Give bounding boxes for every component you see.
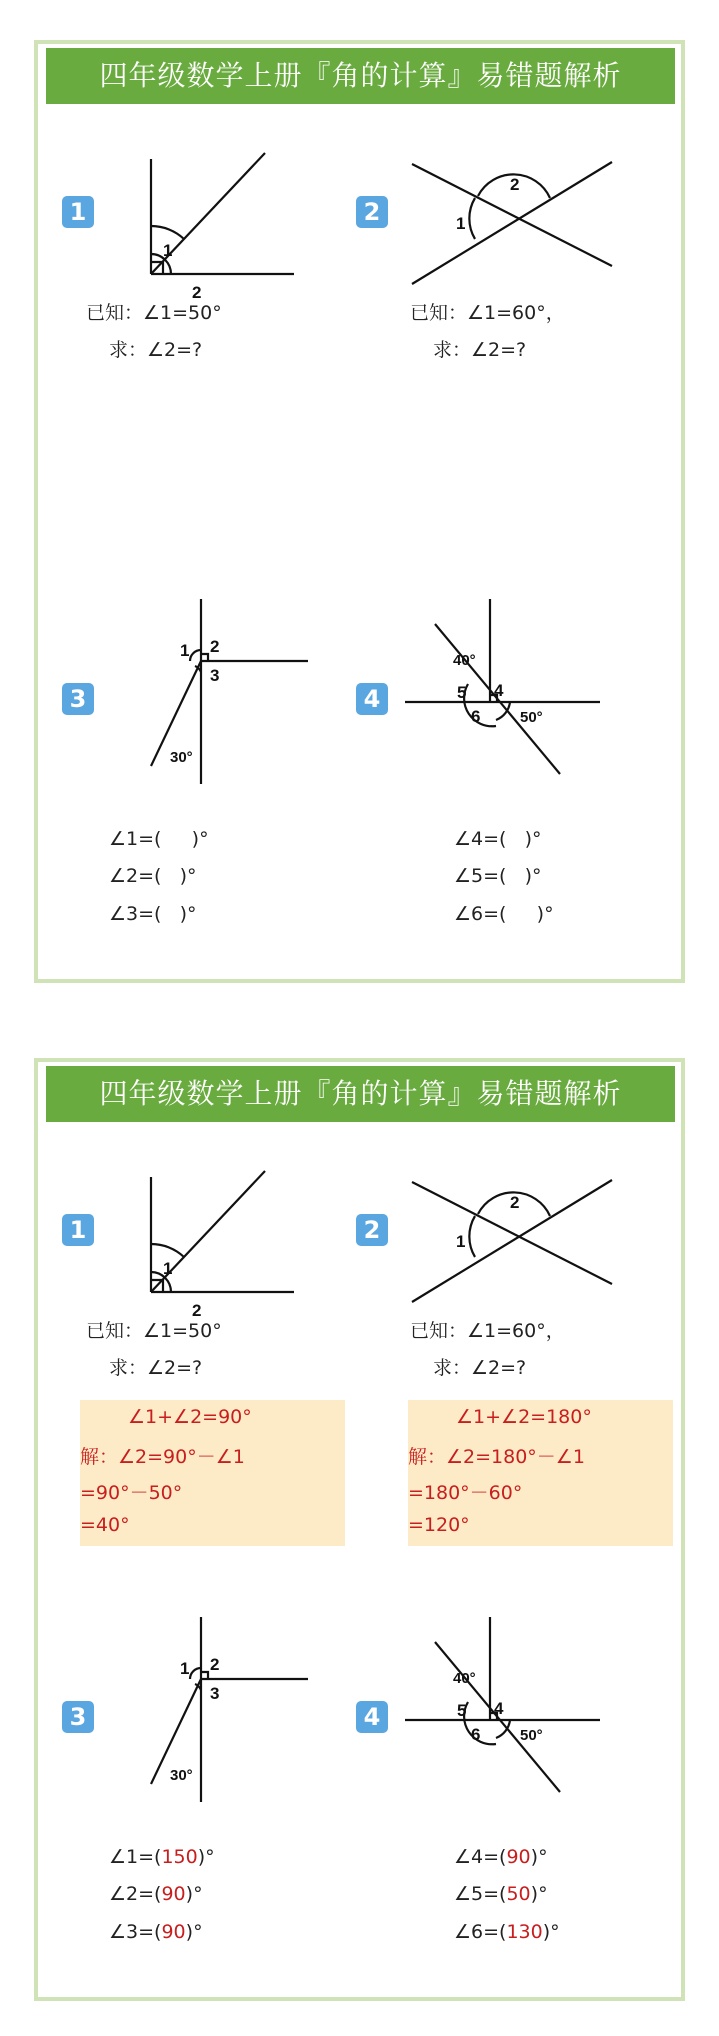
answer-p4-angle-5-value: 50 [506,1883,531,1905]
solution-2-line-2: 解：∠2=180°－∠1 [408,1446,585,1468]
problem-4-row-3: ∠6=( )° [454,903,554,925]
answer-problem-2-given: 已知：∠1=60°， [410,1320,565,1342]
answer-problem-2-angle-1-label: 1 [456,1232,466,1251]
problem-1-ask: 求：∠2=? [109,339,203,361]
solution-1-box [80,1400,345,1546]
solution-2-box [408,1400,673,1546]
answer-problem-4-figure [400,1612,620,1807]
answer-problem-3-row-3: ∠3=(90)° [109,1921,203,1943]
worksheet-panel-questions [34,40,685,983]
answer-problem-4-angle-6-label: 6 [471,1725,481,1744]
problem-3-angle-2-label: 2 [210,637,220,656]
answer-problem-3-angle-2-label: 2 [210,1655,220,1674]
problem-4-row-2: ∠5=( )° [454,865,542,887]
problem-1-angle-2-label: 2 [192,283,202,302]
answer-problem-4-row-1: ∠4=(90)° [454,1846,548,1868]
problem-3-row-3: ∠3=( )° [109,903,197,925]
problem-4-angle-6-label: 6 [471,707,481,726]
answer-problem-2-angle-2-label: 2 [510,1193,520,1212]
answer-problem-4-angle-5-label: 5 [457,1701,467,1720]
answer-p3-angle-1-value: 150 [161,1846,198,1868]
solution-1-line-4: =40° [80,1514,130,1536]
worksheet-panel-answers [34,1058,685,2001]
answer-problem-1-angle-2-label: 2 [192,1301,202,1320]
problem-2-given: 已知：∠1=60°， [410,302,565,324]
solution-2-line-3: =180°－60° [408,1482,523,1504]
answer-problem-4-angle-4-label: 4 [494,1699,504,1718]
solution-2-line-4: =120° [408,1514,470,1536]
answer-problem-4-given-angle-top: 40° [453,1670,476,1687]
problem-3-angle-3-label: 3 [210,666,220,685]
solution-1-line-2: 解：∠2=90°－∠1 [80,1446,245,1468]
problem-2-angle-1-label: 1 [456,214,466,233]
answer-p3-angle-3-value: 90 [161,1921,186,1943]
problem-3-badge: 3 [62,683,94,715]
problem-2-angle-2-label: 2 [510,175,520,194]
solution-2-line-1: ∠1+∠2=180° [456,1406,592,1428]
problem-4-badge: 4 [356,683,388,715]
page-title-answers: 四年级数学上册『角的计算』易错题解析 [46,1066,675,1122]
answer-problem-3-angle-3-label: 3 [210,1684,220,1703]
problem-3-given-angle: 30° [170,749,193,766]
answer-problem-1-given: 已知：∠1=50° [86,1320,222,1342]
problem-1-figure [116,144,306,302]
page-title: 四年级数学上册『角的计算』易错题解析 [46,48,675,104]
answer-problem-1-ask: 求：∠2=? [109,1357,203,1379]
answer-problem-2-figure [400,1172,625,1302]
problem-1-badge: 1 [62,196,94,228]
problem-1-angle-1-label: 1 [163,241,173,260]
problem-3-row-1: ∠1=( )° [109,828,209,850]
answer-problem-4-row-2: ∠5=(50)° [454,1883,548,1905]
answer-problem-3-badge: 3 [62,1701,94,1733]
answer-problem-3-row-1: ∠1=(150)° [109,1846,215,1868]
problem-2-badge: 2 [356,196,388,228]
answer-p4-angle-6-value: 130 [506,1921,543,1943]
problem-3-figure [116,594,316,789]
problem-3-row-2: ∠2=( )° [109,865,197,887]
problem-4-angle-4-label: 4 [494,681,504,700]
answer-problem-3-angle-1-label: 1 [180,1659,190,1678]
answer-problem-1-angle-1-label: 1 [163,1259,173,1278]
answer-problem-3-figure [116,1612,316,1807]
answer-problem-3-given-angle: 30° [170,1767,193,1784]
answer-problem-1-figure [116,1162,306,1320]
problem-4-given-angle-right: 50° [520,709,543,726]
answer-problem-4-row-3: ∠6=(130)° [454,1921,560,1943]
answer-problem-4-badge: 4 [356,1701,388,1733]
problem-4-angle-5-label: 5 [457,683,467,702]
answer-problem-3-row-2: ∠2=(90)° [109,1883,203,1905]
problem-2-ask: 求：∠2=? [433,339,527,361]
problem-3-angle-1-label: 1 [180,641,190,660]
problem-1-given: 已知：∠1=50° [86,302,222,324]
answer-p4-angle-4-value: 90 [506,1846,531,1868]
problem-4-figure [400,594,620,789]
problem-2-figure [400,154,625,284]
solution-1-line-3: =90°－50° [80,1482,183,1504]
answer-problem-2-badge: 2 [356,1214,388,1246]
solution-1-line-1: ∠1+∠2=90° [128,1406,252,1428]
answer-problem-4-given-angle-right: 50° [520,1727,543,1744]
problem-4-row-1: ∠4=( )° [454,828,542,850]
answer-problem-2-ask: 求：∠2=? [433,1357,527,1379]
answer-problem-1-badge: 1 [62,1214,94,1246]
problem-4-given-angle-top: 40° [453,652,476,669]
answer-p3-angle-2-value: 90 [161,1883,186,1905]
